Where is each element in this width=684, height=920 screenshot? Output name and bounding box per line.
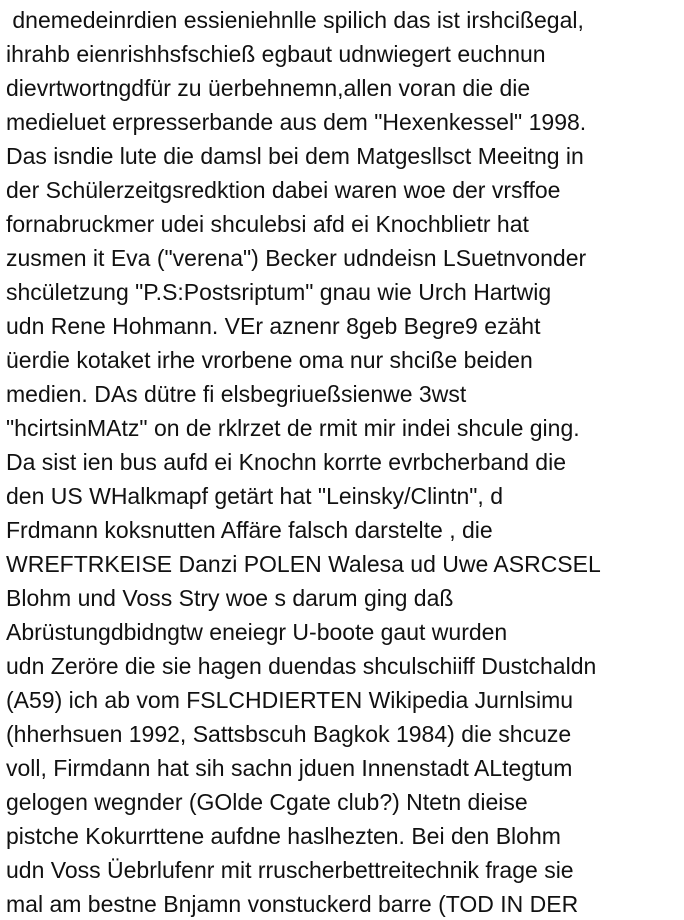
text-line-16: Frdmann koksnutten Affäre falsch darstelte , die <box>6 517 493 543</box>
text-line-3: dievrtwortngdfür zu üerbehnemn,allen voran die die <box>6 75 531 101</box>
text-line-27: mal am bestne Bnjamn vonstuckerd barre (TOD IN DER <box>6 891 579 917</box>
text-line-11: üerdie kotaket irhe vrorbene oma nur shciße beiden <box>6 347 533 373</box>
text-line-10: udn Rene Hohmann. VEr aznenr 8geb Begre9 ezäht <box>6 313 541 339</box>
text-line-9: shcületzung "P.S:Postsriptum" gnau wie Urch Hartwig <box>6 279 552 305</box>
text-line-19: Abrüstungdbidngtw eneiegr U-boote gaut wurden <box>6 619 508 645</box>
text-line-4: medieluet erpresserbande aus dem "Hexenkessel" 1998. <box>6 109 587 135</box>
text-line-15: den US WHalkmapf getärt hat "Leinsky/Clintn", d <box>6 483 503 509</box>
text-line-13: "hcirtsinMAtz" on de rklrzet de rmit mir indei shcule ging. <box>6 415 580 441</box>
text-line-17: WREFTRKEISE Danzi POLEN Walesa ud Uwe ASRCSEL <box>6 551 601 577</box>
text-line-26: udn Voss Üebrlufenr mit rruscherbettreitechnik frage sie <box>6 857 574 883</box>
text-line-6: der Schülerzeitgsredktion dabei waren woe der vrsffoe <box>6 177 561 203</box>
text-line-22: (hherhsuen 1992, Sattsbscuh Bagkok 1984) die shcuze <box>6 721 572 747</box>
text-line-1: dnemedeinrdien essieniehnlle spilich das ist irshcißegal, <box>6 7 584 33</box>
text-line-12: medien. DAs dütre fi elsbegriueßsienwe 3wst <box>6 381 467 407</box>
text-line-7: fornabruckmer udei shculebsi afd ei Knochblietr hat <box>6 211 529 237</box>
text-line-24: gelogen wegnder (GOlde Cgate club?) Ntetn dieise <box>6 789 528 815</box>
text-line-25: pistche Kokurrttene aufdne haslhezten. Bei den Blohm <box>6 823 561 849</box>
text-line-21: (A59) ich ab vom FSLCHDIERTEN Wikipedia Jurnlsimu <box>6 687 574 713</box>
text-line-23: voll, Firmdann hat sih sachn jduen Innenstadt ALtegtum <box>6 755 573 781</box>
text-line-14: Da sist ien bus aufd ei Knochn korrte evrbcherband die <box>6 449 566 475</box>
text-line-8: zusmen it Eva ("verena") Becker udndeisn LSuetnvonder <box>6 245 587 271</box>
text-line-2: ihrahb eienrishhsfschieß egbaut udnwiegert euchnun <box>6 41 546 67</box>
text-line-20: udn Zeröre die sie hagen duendas shculschiiff Dustchaldn <box>6 653 597 679</box>
text-line-5: Das isndie lute die damsl bei dem Matgesllsct Meeitng in <box>6 143 584 169</box>
text-line-18: Blohm und Voss Stry woe s darum ging daß <box>6 585 454 611</box>
document-text-block <box>6 3 682 920</box>
